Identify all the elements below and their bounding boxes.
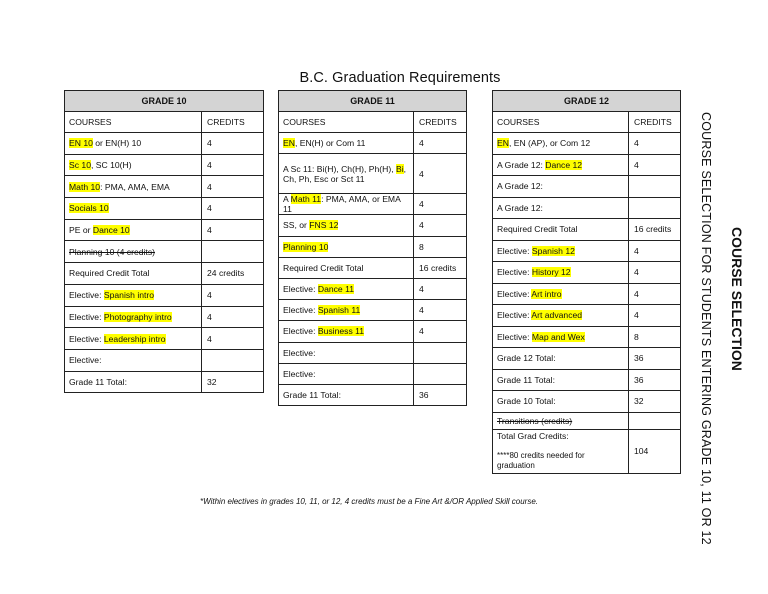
table-row — [493, 133, 681, 155]
table-row — [493, 219, 681, 241]
table-row — [65, 133, 264, 155]
course-text: Required Credit Total — [497, 224, 578, 235]
grade-header-row — [493, 91, 681, 112]
credits-cell: 4 — [414, 133, 467, 154]
course-text: Required Credit Total — [69, 268, 150, 279]
credits-cell: 4 — [202, 219, 264, 241]
course-text: Grade 12 Total: — [497, 353, 556, 364]
course-text: A Sc 11: Bi(H), Ch(H), Ph(H), — [283, 163, 397, 174]
course-text: Required Credit Total — [283, 262, 364, 273]
course-cell — [493, 412, 629, 429]
table-row — [65, 219, 264, 241]
table-row — [493, 262, 681, 284]
course-text: Dance 10 — [92, 225, 130, 236]
course-text: : PMA, AMA, or EMA 11 — [283, 194, 401, 215]
table-row — [279, 342, 467, 363]
credits-cell — [629, 197, 681, 219]
credits-cell: 24 credits — [202, 263, 264, 285]
course-cell — [493, 326, 629, 348]
footnote: *Within electives in grades 10, 11, or 12, 4 credits must be a Fine Art &/OR Applied Skill course. — [200, 497, 539, 506]
table-row — [65, 263, 264, 285]
credits-cell: 16 credits — [629, 219, 681, 241]
credits-cell: 36 — [414, 384, 467, 405]
table-row — [65, 328, 264, 350]
course-cell — [493, 348, 629, 370]
course-text: Socials 10 — [69, 203, 109, 214]
table-row — [279, 300, 467, 321]
course-text: Grade 10 Total: — [497, 396, 556, 407]
grade-header: GRADE 10 — [65, 91, 264, 112]
table-row — [279, 133, 467, 154]
course-text: Math 11 — [290, 194, 322, 205]
credits-cell: 36 — [629, 369, 681, 391]
table-row — [279, 321, 467, 342]
course-text: or EN(H) 10 — [92, 138, 142, 149]
course-text: Elective: — [283, 368, 316, 379]
grade-header-row — [279, 91, 467, 112]
table-row — [65, 241, 264, 263]
course-text: A Grade 12: — [497, 202, 543, 213]
table-row — [65, 349, 264, 371]
course-cell — [65, 328, 202, 350]
credits-cell: 4 — [414, 300, 467, 321]
courses-column-header: COURSES — [493, 112, 629, 133]
column-header-row — [493, 112, 681, 133]
course-cell — [493, 240, 629, 262]
credits-column-header: CREDITS — [414, 112, 467, 133]
credits-cell: 32 — [202, 371, 264, 393]
course-text: EN 10 — [69, 138, 93, 149]
course-cell — [279, 300, 414, 321]
credits-cell: 36 — [629, 348, 681, 370]
table-row — [493, 154, 681, 176]
course-text: PE or — [69, 225, 93, 236]
table-row — [493, 391, 681, 413]
course-cell — [279, 154, 414, 194]
course-cell — [279, 384, 414, 405]
course-text: A Grade 12: — [497, 159, 546, 170]
table-row — [279, 278, 467, 299]
course-cell — [65, 219, 202, 241]
course-text: Elective: — [69, 290, 104, 301]
credits-cell: 8 — [414, 236, 467, 257]
course-text: EN — [497, 138, 509, 149]
credits-cell: 4 — [629, 262, 681, 284]
course-cell — [493, 133, 629, 155]
course-text: Elective: — [283, 347, 316, 358]
course-cell — [493, 197, 629, 219]
course-text: Elective: — [69, 311, 104, 322]
credits-cell: 4 — [629, 240, 681, 262]
column-header-row — [65, 112, 264, 133]
table-row — [493, 197, 681, 219]
table-row — [279, 194, 467, 215]
grade-header: GRADE 11 — [279, 91, 467, 112]
table-row — [65, 306, 264, 328]
table-row — [279, 215, 467, 236]
table-row — [493, 348, 681, 370]
course-cell — [279, 342, 414, 363]
course-cell — [493, 176, 629, 198]
credits-cell: 4 — [202, 284, 264, 306]
course-text: SS, or — [283, 220, 310, 231]
course-cell — [279, 257, 414, 278]
credits-cell: 4 — [202, 198, 264, 220]
credits-cell: 4 — [202, 176, 264, 198]
course-cell — [65, 263, 202, 285]
course-text: A Grade 12: — [497, 181, 543, 192]
table-row — [65, 198, 264, 220]
credits-cell: 4 — [629, 154, 681, 176]
course-text: Art intro — [531, 288, 562, 299]
credits-column-header: CREDITS — [629, 112, 681, 133]
course-text: , EN(H) or Com 11 — [294, 138, 366, 149]
credits-cell — [629, 412, 681, 429]
table-row — [493, 176, 681, 198]
course-text: EN — [283, 138, 295, 149]
course-text: Business 11 — [317, 326, 365, 337]
table-row — [279, 257, 467, 278]
course-text: Sc 10 — [69, 160, 91, 171]
grade-11-table — [278, 90, 467, 406]
page-title: B.C. Graduation Requirements — [299, 70, 501, 86]
table-row — [493, 240, 681, 262]
credits-cell — [202, 349, 264, 371]
table-row — [65, 154, 264, 176]
graduation-note: ****80 credits needed for graduation — [497, 451, 585, 471]
course-text: Spanish 11 — [317, 305, 361, 316]
course-text: Elective: — [69, 333, 104, 344]
side-title: COURSE SELECTION — [729, 227, 745, 371]
course-text: Spanish intro — [103, 290, 155, 301]
course-text: Leadership intro — [103, 333, 166, 344]
table-row — [493, 412, 681, 429]
table-row — [493, 326, 681, 348]
table-row — [493, 305, 681, 327]
course-cell — [65, 241, 202, 263]
course-text: , Ch, Ph, Esc or Sct 11 — [283, 163, 407, 184]
course-text: Spanish 12 — [531, 245, 575, 256]
side-subtitle: COURSE SELECTION FOR STUDENTS ENTERING GRADE 10, 11 OR 12 — [699, 112, 713, 545]
course-cell — [65, 154, 202, 176]
table-row — [279, 384, 467, 405]
credits-cell: 4 — [414, 215, 467, 236]
course-text: Elective: — [69, 355, 102, 366]
credits-cell: 104 — [629, 429, 681, 474]
course-text: Elective: — [497, 288, 532, 299]
course-text: A — [283, 194, 291, 205]
course-cell — [493, 219, 629, 241]
course-text: , SC 10(H) — [90, 160, 132, 171]
course-text: Planning 10 — [283, 241, 329, 252]
grade-header-row — [65, 91, 264, 112]
credits-column-header: CREDITS — [202, 112, 264, 133]
credits-cell — [414, 342, 467, 363]
course-text: , EN (AP), or Com 12 — [508, 138, 591, 149]
course-cell — [279, 215, 414, 236]
course-text: Elective: — [283, 284, 318, 295]
course-text: Map and Wex — [531, 331, 585, 342]
course-cell — [279, 236, 414, 257]
table-row — [493, 429, 681, 474]
course-text: Elective: — [497, 310, 532, 321]
course-text: History 12 — [531, 267, 571, 278]
credits-cell: 4 — [629, 305, 681, 327]
credits-cell — [629, 176, 681, 198]
course-cell — [65, 284, 202, 306]
course-text: Math 10 — [69, 181, 101, 192]
course-cell — [493, 369, 629, 391]
table-row — [65, 284, 264, 306]
course-cell — [65, 198, 202, 220]
course-text: Elective: — [283, 326, 318, 337]
course-cell — [493, 262, 629, 284]
course-cell — [493, 305, 629, 327]
credits-cell: 4 — [202, 133, 264, 155]
course-cell — [65, 349, 202, 371]
course-text: Total Grad Credits: — [497, 430, 569, 441]
course-text: Grade 11 Total: — [69, 376, 127, 387]
course-cell — [65, 371, 202, 393]
credits-cell: 4 — [202, 154, 264, 176]
table-row — [65, 176, 264, 198]
credits-cell — [202, 241, 264, 263]
course-text: : PMA, AMA, EMA — [100, 181, 170, 192]
credits-cell: 4 — [414, 154, 467, 194]
table-row — [279, 154, 467, 194]
course-cell — [493, 391, 629, 413]
course-cell — [493, 154, 629, 176]
course-text: Grade 11 Total: — [497, 374, 555, 385]
table-row — [279, 236, 467, 257]
course-text: Elective: — [497, 267, 532, 278]
course-text: Dance 11 — [317, 284, 355, 295]
course-text: Art advanced — [531, 310, 583, 321]
course-text: Planning 10 (4 credits) — [69, 246, 155, 257]
table-row — [493, 369, 681, 391]
course-text: Elective: — [497, 331, 532, 342]
course-text: Grade 11 Total: — [283, 389, 341, 400]
course-text: Photography intro — [103, 311, 172, 322]
credits-cell: 4 — [202, 328, 264, 350]
course-text: Dance 12 — [545, 159, 583, 170]
course-cell — [279, 194, 414, 215]
table-row — [493, 283, 681, 305]
credits-cell: 32 — [629, 391, 681, 413]
course-text: Transitions (credits) — [497, 415, 573, 426]
courses-column-header: COURSES — [279, 112, 414, 133]
grade-header: GRADE 12 — [493, 91, 681, 112]
course-cell — [493, 283, 629, 305]
credits-cell: 16 credits — [414, 257, 467, 278]
course-text: Elective: — [497, 245, 532, 256]
course-cell — [65, 306, 202, 328]
credits-cell: 4 — [629, 133, 681, 155]
course-text: Bi — [396, 163, 404, 174]
table-row — [279, 363, 467, 384]
course-text: Elective: — [283, 305, 318, 316]
course-cell — [279, 321, 414, 342]
course-cell — [279, 363, 414, 384]
credits-cell: 4 — [414, 278, 467, 299]
credits-cell: 4 — [414, 321, 467, 342]
grade-10-table — [64, 90, 264, 393]
course-cell — [493, 429, 629, 474]
credits-cell — [414, 363, 467, 384]
credits-cell: 4 — [414, 194, 467, 215]
credits-cell: 8 — [629, 326, 681, 348]
credits-cell: 4 — [202, 306, 264, 328]
grade-12-table — [492, 90, 681, 474]
course-cell — [279, 278, 414, 299]
table-row — [65, 371, 264, 393]
course-cell — [65, 176, 202, 198]
course-cell — [279, 133, 414, 154]
column-header-row — [279, 112, 467, 133]
courses-column-header: COURSES — [65, 112, 202, 133]
course-text: FNS 12 — [309, 220, 339, 231]
course-cell — [65, 133, 202, 155]
credits-cell: 4 — [629, 283, 681, 305]
